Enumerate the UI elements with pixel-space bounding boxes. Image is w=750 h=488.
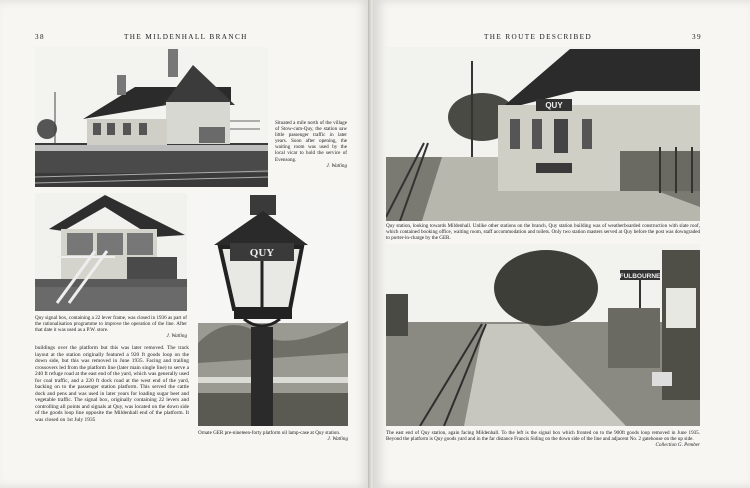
right-photo2-caption (386, 430, 700, 448)
right-photo1-caption-text: Quy station, looking towards Mildenhall. Unlike other stations on the branch, Quy station building was of weatherboarded construction with slate roof, which contained booking office, waiting room, staff accommodation and toilets. Only two station masters served at Quy before the post was downgraded to porter-in-charge by the GER. (386, 223, 700, 242)
east-end-photo (386, 244, 700, 426)
station-sign-text: QUY (545, 101, 563, 110)
photo3-credit: J. Watling (327, 436, 348, 443)
photo3-caption-text: Ornate GER pre-nineteen-forty platform oil lamp-case at Quy station. (198, 430, 341, 436)
photo2-caption (35, 315, 187, 339)
running-head: THE MILDENHALL BRANCH (124, 33, 248, 41)
photo3-caption (198, 430, 348, 442)
photo2-caption-text: Quy signal box, containing a 22 lever frame, was closed in 1936 as part of the rationalisation programme to improve the operation of the line. After that date it was used as a P.W. store. (35, 315, 187, 334)
right-photo2-credit: Collection G. Pember (655, 442, 700, 449)
body-text: buildings over the platform but this was later removed. The track layout at the station originally featured a 920 ft goods loop on the down side, but this was removed in June 1935. Facing and trailing crossovers led from the platform line (later main single line) to serve a 240 ft refuge road at the east end of the yard, which was generally used for coal traffic, and a 220 ft dock road at the west end of the yard, backing on to the passenger station platform. This served the cattle dock and pens and was used in later years for loading sugar beet and vegetable traffic. The signal box, originally containing 22 levers and controlling all points and signals at Quy, was located on the down side of the goods loop line opposite the Mildenhall end of the platform. It was closed on 1st July 1935 (35, 345, 189, 423)
photo1-caption-text: Situated a mile north of the village of Stow-cum-Quy, the station saw little passenger traffic in later years. Soon after opening, the waiting room was used by the local vicar to hold the service of Evensong. (275, 120, 347, 163)
lamp-photo (198, 193, 348, 426)
running-head: THE ROUTE DESCRIBED (484, 33, 593, 41)
page-number: 39 (692, 33, 702, 41)
station-building-photo (35, 47, 268, 187)
left-page (0, 0, 370, 488)
page-number: 38 (35, 33, 45, 41)
right-photo1-caption (386, 223, 700, 241)
right-page (374, 0, 750, 488)
photo2-credit: J. Watling (166, 333, 187, 340)
right-photo2-caption-text: The east end of Quy station, again facing Mildenhall. To the left is the signal box which fronted on to the 900ft goods loop removed in June 1935. Beyond the platform is Quy goods yard and in the far distance Francis Siding on the down side of the line and adjacent No. 2 gatehouse on the up side. (386, 430, 700, 443)
fulbourne-sign-text: FULBOURNE (619, 273, 661, 280)
lamp-sign-text: QUY (249, 247, 275, 259)
photo1-caption (275, 120, 347, 169)
quy-station-photo (386, 47, 700, 221)
signal-box-photo (35, 193, 187, 311)
photo1-credit: J. Watling (326, 162, 347, 169)
